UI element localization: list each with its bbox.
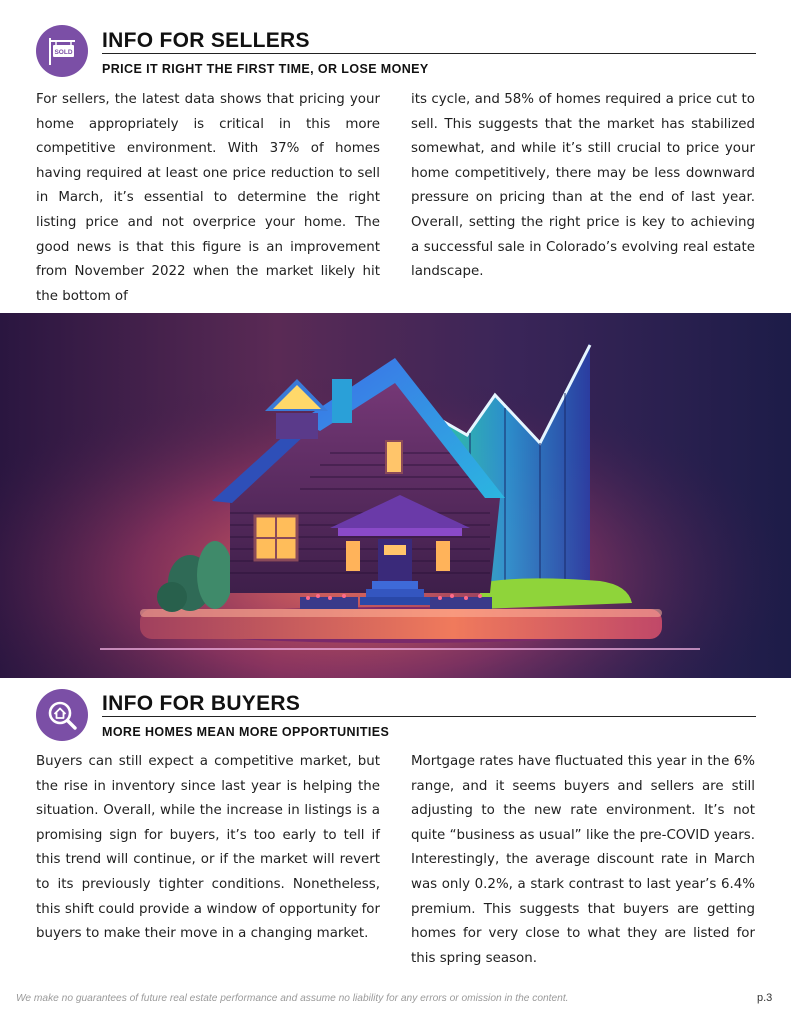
buyers-title: INFO FOR BUYERS (102, 692, 301, 715)
sellers-subtitle: PRICE IT RIGHT THE FIRST TIME, OR LOSE MONEY (102, 62, 429, 76)
sellers-column-1: For sellers, the latest data shows that pricing your home appropriately is critical in this more competitive environment. With 37% of homes having required at least one price reduction to sell in March, it’s essential to determine the right listing price and not overprice your home. The good news is that this figure is an improvement from November 2022 when the market likely hit the bottom of (36, 92, 380, 304)
sellers-column-2: its cycle, and 58% of homes required a price cut to sell. This suggests that the market has stabilized somewhat, and while it’s still crucial to price your home competitively, there may be less downward pressure on pricing than at the end of last year. Overall, setting the right price is key to achieving a successful sale in Colorado’s evolving real estate landscape. (411, 92, 755, 280)
page-number: p.3 (757, 992, 773, 1004)
buyers-divider (102, 716, 756, 717)
sold-sign-icon (36, 25, 88, 77)
sellers-title: INFO FOR SELLERS (102, 29, 310, 52)
sellers-divider (102, 53, 756, 54)
sold-sign-text: SOLD (54, 49, 73, 56)
disclaimer: We make no guarantees of future real estate performance and assume no liability for any errors or omission in the content. (16, 993, 569, 1004)
house-with-rising-chart-illustration (0, 313, 791, 678)
buyers-column-1: Buyers can still expect a competitive market, but the rise in inventory since last year is helping the situation. Overall, while the increase in listings is a promising sign for buyers, it’s too early to tell if this trend will continue, or if the market will revert to its previously tighter conditions. Nonetheless, this shift could provide a window of opportunity for buyers to make their move in a changing market. (36, 754, 380, 942)
buyers-subtitle: MORE HOMES MEAN MORE OPPORTUNITIES (102, 725, 390, 739)
house-magnifier-icon (36, 689, 88, 741)
buyers-column-2: Mortgage rates have fluctuated this year in the 6% range, and it seems buyers and sellers are still adjusting to the new rate environment. It’s not quite “business as usual” like the pre-COVID years. Interestingly, the average discount rate in March was only 0.2%, a stark contrast to last year’s 6.4% premium. This suggests that buyers are getting homes for very close to what they are listed for this spring season. (411, 754, 755, 966)
